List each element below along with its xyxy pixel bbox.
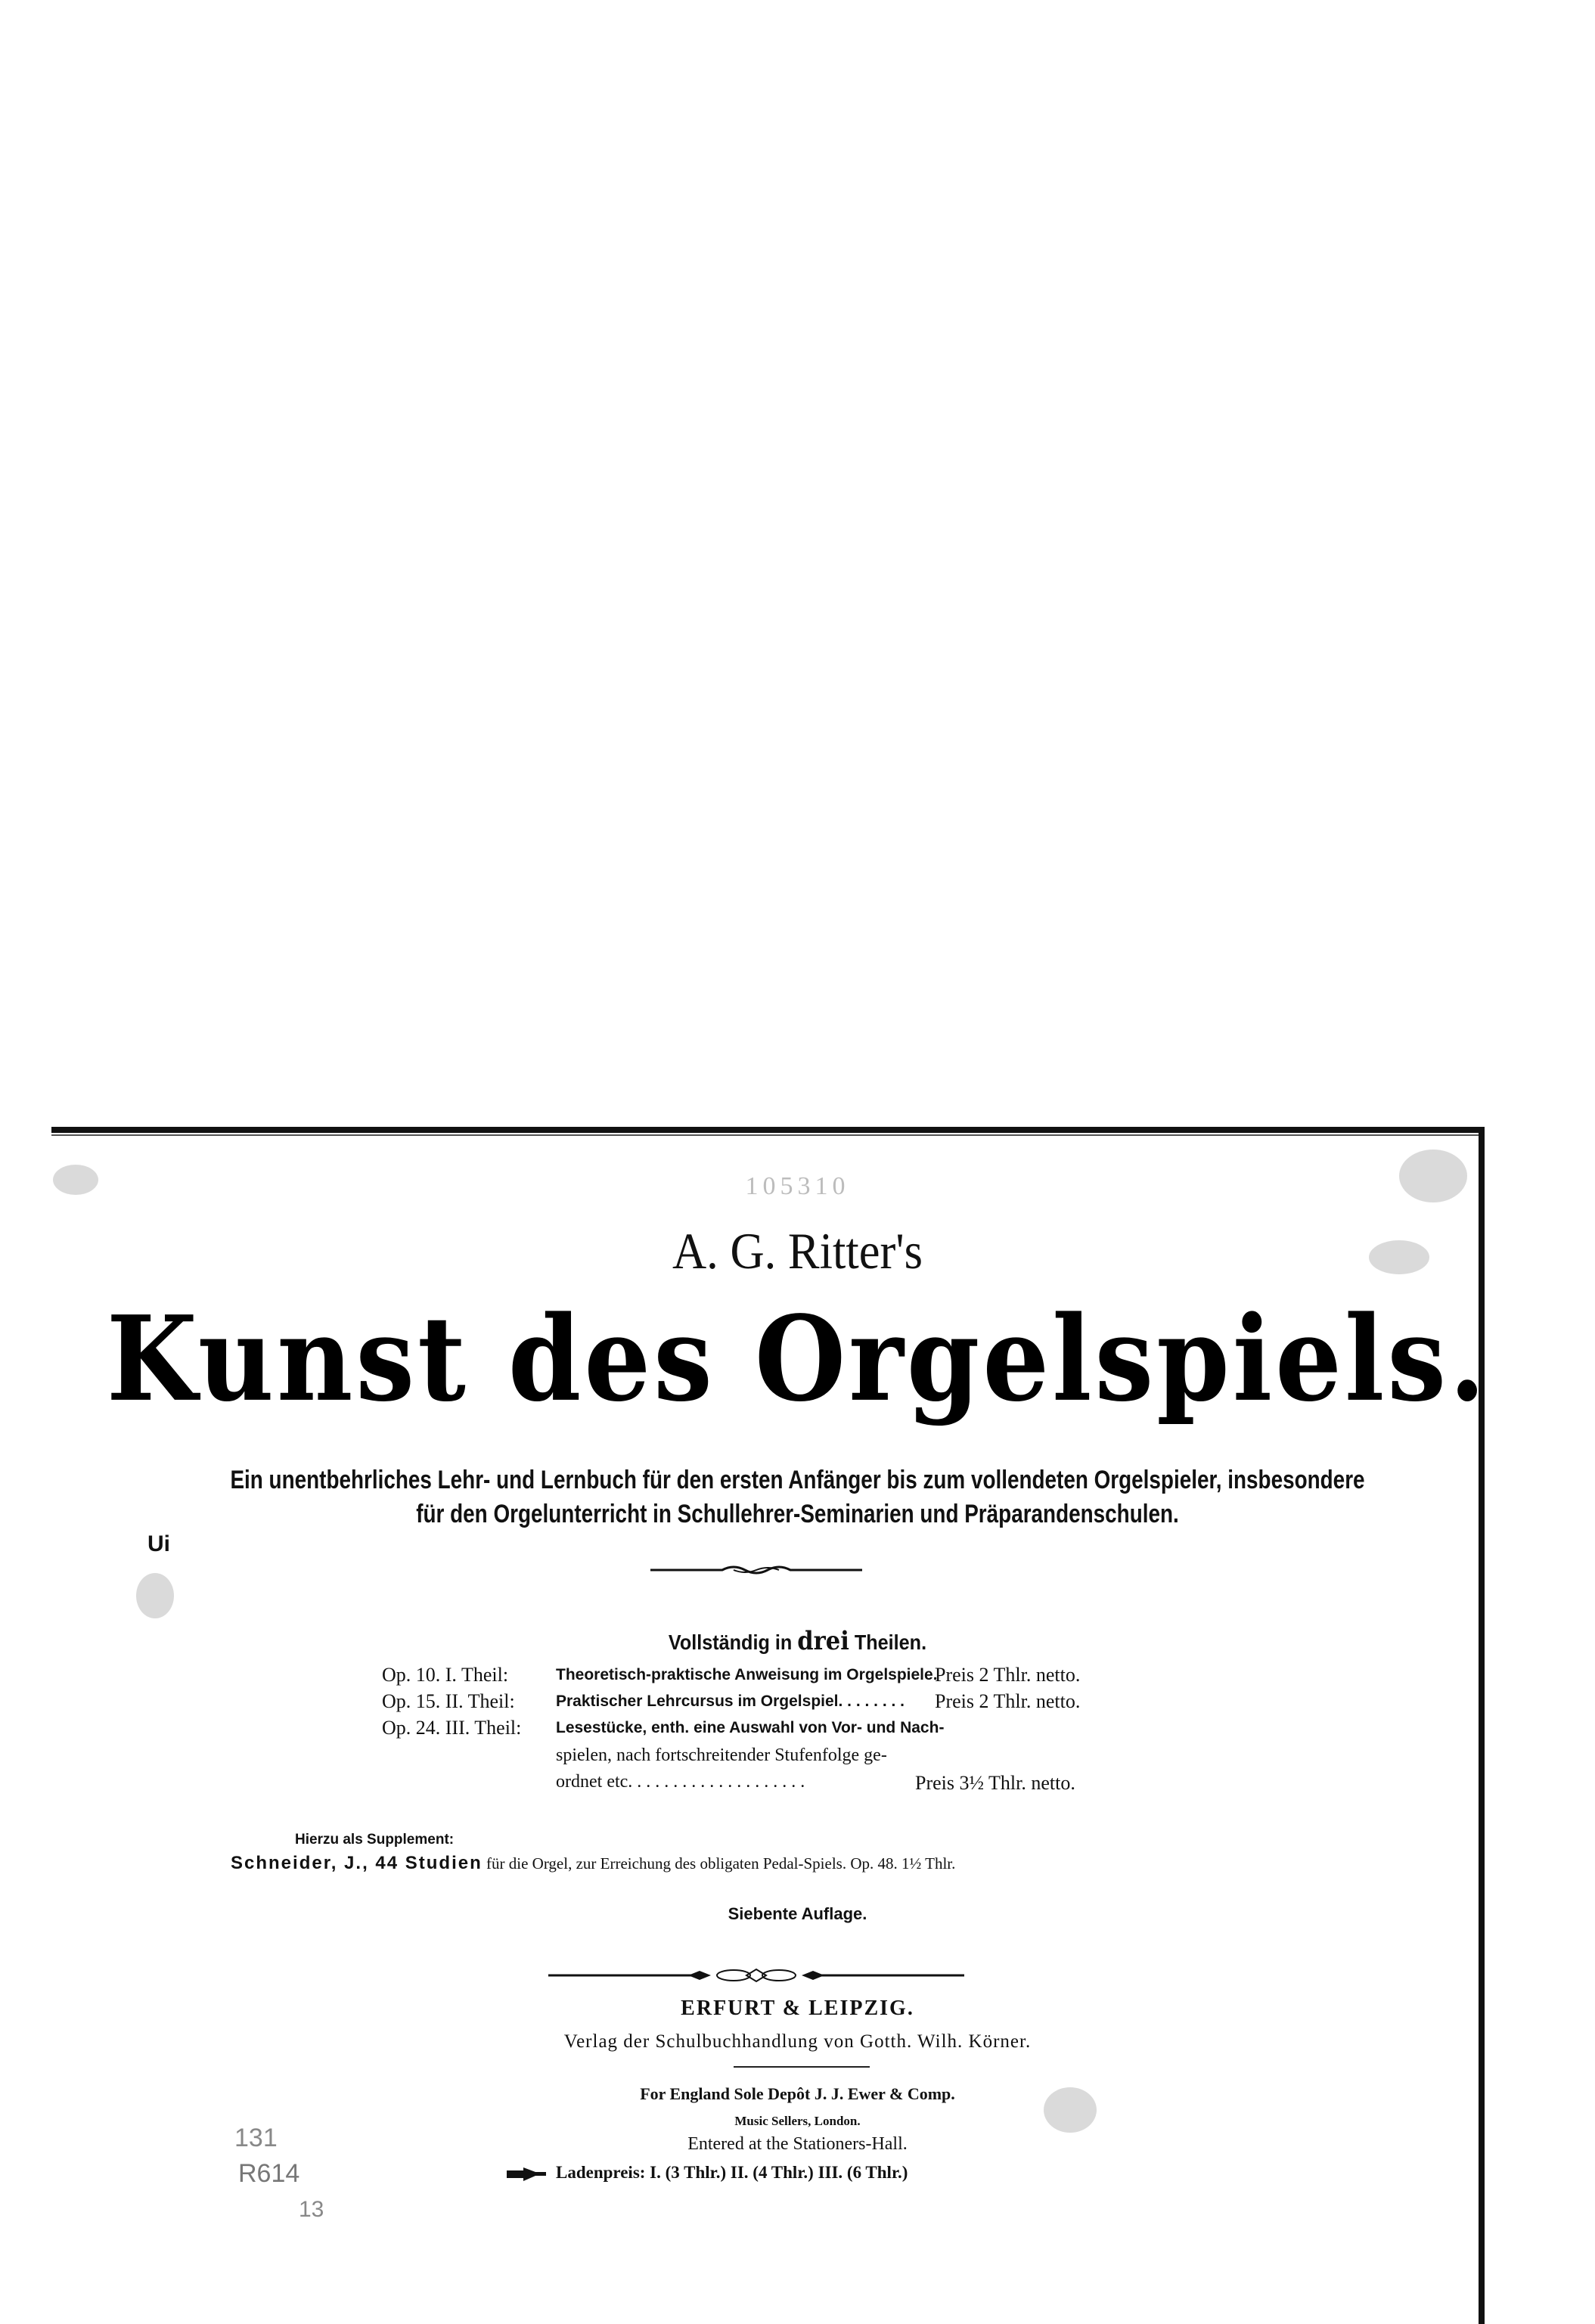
- imprint-publisher: Verlag der Schulbuchhandlung von Gotth. Wilh. Körner.: [563, 2031, 1032, 2052]
- part-price: Preis 2 Thlr. netto.: [935, 1664, 1081, 1686]
- imprint-rule: [734, 2066, 870, 2068]
- imprint-england-depot: For England Sole Depôt J. J. Ewer & Comp.: [640, 2084, 955, 2103]
- imprint-entered: Entered at the Stationers-Hall.: [687, 2134, 908, 2154]
- frame-top-rule-thin: [51, 1134, 1485, 1136]
- imprint-city: ERFURT & LEIPZIG.: [681, 1997, 914, 2020]
- page-title: Kunst des Orgelspiels.: [106, 1289, 1489, 1428]
- completeness-line: [79, 1626, 1515, 1656]
- edition-line: Siebente Auflage.: [728, 1904, 867, 1923]
- supplement-name: Schneider, J., 44 Studien: [231, 1853, 483, 1873]
- part-description: Praktischer Lehrcursus im Orgelspiel. . . . . . . .: [556, 1693, 905, 1710]
- margin-note: R614: [238, 2159, 300, 2188]
- completeness-suffix: Theilen.: [854, 1631, 927, 1654]
- part-row: [382, 1717, 521, 1739]
- part-description: Theoretisch-praktische Anweisung im Orgelspiele.: [556, 1666, 938, 1683]
- library-stamp: 105310: [745, 1172, 850, 1200]
- completeness-emphasis: drei: [797, 1626, 849, 1656]
- part-opus: Op. 24. III. Theil:: [382, 1717, 522, 1739]
- pointing-hand-icon: [505, 2166, 548, 2183]
- margin-note: 131: [234, 2124, 278, 2152]
- retail-prices: Ladenpreis: I. (3 Thlr.) II. (4 Thlr.) III. (6 Thlr.): [556, 2163, 908, 2182]
- frame-top-rule: [51, 1127, 1485, 1133]
- part-price: Preis 2 Thlr. netto.: [935, 1690, 1081, 1712]
- part-description: Lesestücke, enth. eine Auswahl von Vor- und Nach-: [556, 1719, 945, 1736]
- imprint-sellers: Music Sellers, London.: [734, 2114, 861, 2128]
- ornamental-divider: [548, 1966, 964, 1984]
- part-opus: Op. 15. II. Theil:: [382, 1690, 515, 1712]
- subtitle-line-1: Ein unentbehrliches Lehr- und Lernbuch für den ersten Anfänger bis zum vollendeten Orgelspieler, insbesondere: [230, 1466, 1365, 1494]
- part-row: [382, 1690, 515, 1713]
- supplement-label: Hierzu als Supplement:: [295, 1832, 455, 1848]
- subtitle-line-2: für den Orgelunterricht in Schullehrer-Seminarien und Präparandenschulen.: [416, 1500, 1179, 1528]
- author-line: A. G. Ritter's: [672, 1222, 923, 1280]
- supplement-line: [231, 1853, 955, 1874]
- margin-note: 13: [299, 2197, 324, 2222]
- part-description-cont: ordnet etc. . . . . . . . . . . . . . . . . . . .: [556, 1772, 805, 1792]
- part-opus: Op. 10. I. Theil:: [382, 1664, 509, 1686]
- margin-note: Ui: [147, 1531, 170, 1556]
- completeness-prefix: Vollständig in: [668, 1631, 793, 1654]
- ornamental-divider: [650, 1561, 862, 1579]
- supplement-text: für die Orgel, zur Erreichung des obligaten Pedal-Spiels. Op. 48. 1½ Thlr.: [486, 1854, 956, 1873]
- scan-speck: [136, 1573, 174, 1618]
- part-row: [382, 1664, 508, 1686]
- part-price: Preis 3½ Thlr. netto.: [915, 1772, 1075, 1794]
- part-description-cont: spielen, nach fortschreitender Stufenfolge ge-: [556, 1745, 887, 1765]
